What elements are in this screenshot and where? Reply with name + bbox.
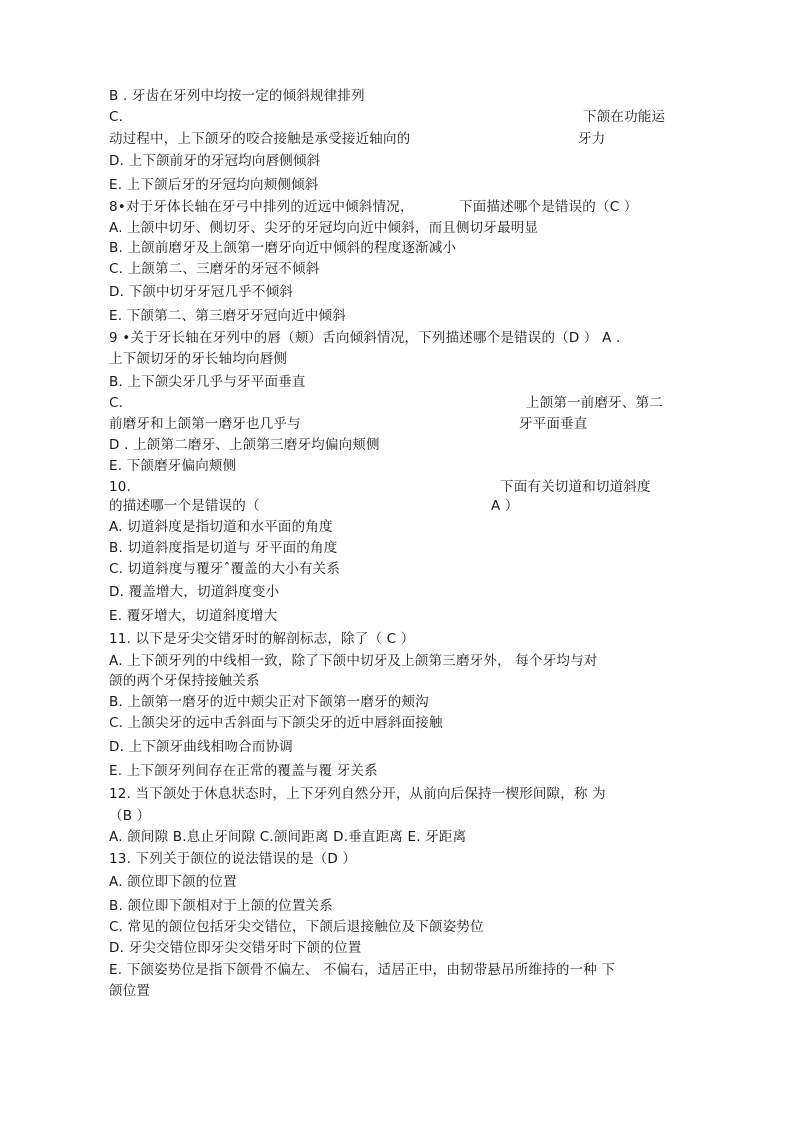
q11-option-e: E. 上下颌牙列间存在正常的覆盖与覆 牙关系 <box>109 763 378 779</box>
q13-option-b: B. 颌位即下颌相对于上颌的位置关系 <box>109 898 333 914</box>
q9-stem: 9 •关于牙长轴在牙列中的唇（颊）舌向倾斜情况，下列描述哪个是错误的（D ） A . <box>109 330 621 346</box>
q7-option-c-label: C. <box>109 109 124 125</box>
q7-option-c-line2: 动过程中，上下颌牙的咬合接触是承受接近轴向的 <box>109 131 411 147</box>
q9-option-d: D . 上颌第二磨牙、上颌第三磨牙均偏向颊侧 <box>109 437 380 453</box>
q10-stem-line2: 的描述哪一个是错误的（ <box>109 498 260 514</box>
q10-option-d: D. 覆盖增大，切道斜度变小 <box>109 584 280 600</box>
q11-option-d: D. 上下颌牙曲线相吻合而协调 <box>109 739 293 755</box>
q9-option-e: E. 下颌磨牙偏向颊侧 <box>109 458 237 474</box>
q9-option-c-text-right: 上颌第一前磨牙、第二 <box>526 395 663 411</box>
q10-option-e: E. 覆牙增大，切道斜度增大 <box>109 608 278 624</box>
q11-option-c: C. 上颌尖牙的远中舌斜面与下颌尖牙的近中唇斜面接触 <box>109 715 443 731</box>
q11-stem: 11. 以下是牙尖交错牙时的解剖标志，除了（ C ） <box>109 631 415 647</box>
q7-option-c-text-right: 下颌在功能运 <box>583 109 666 125</box>
q7-option-b: B . 牙齿在牙列中均按一定的倾斜规律排列 <box>109 88 365 104</box>
q9-option-a-text: 上下颌切牙的牙长轴均向唇侧 <box>109 351 288 367</box>
q11-option-a: A. 上下颌牙列的中线相一致，除了下颌中切牙及上颌第三磨牙外， 每个牙均与对 <box>109 653 598 669</box>
q11-option-b: B. 上颌第一磨牙的近中颊尖正对下颌第一磨牙的颊沟 <box>109 694 429 710</box>
q13-option-a: A. 颌位即下颌的位置 <box>109 874 237 890</box>
q8-stem: 8•对于牙体长轴在牙弓中排列的近远中倾斜情况， <box>109 199 414 215</box>
q11-option-a-line2: 颌的两个牙保持接触关系 <box>109 673 260 689</box>
q9-option-c-line2: 前磨牙和上颌第一磨牙也几乎与 <box>109 416 301 432</box>
q10-answer: A ） <box>491 498 519 514</box>
q7-option-e: E. 上下颌后牙的牙冠均向颊侧倾斜 <box>109 177 319 193</box>
q8-stem-right: 下面描述哪个是错误的（C ） <box>459 199 638 215</box>
q9-option-b: B. 上下颌尖牙几乎与牙平面垂直 <box>109 374 306 390</box>
q10-option-b: B. 切道斜度指是切道与 牙平面的角度 <box>109 540 338 556</box>
q8-option-a: A. 上颌中切牙、侧切牙、尖牙的牙冠均向近中倾斜，而且侧切牙最明显 <box>109 220 539 236</box>
q10-number: 10. <box>109 479 132 495</box>
q8-option-b: B. 上颌前磨牙及上颌第一磨牙向近中倾斜的程度逐渐减小 <box>109 240 457 256</box>
q13-stem: 13. 下列关于颌位的说法错误的是（D ） <box>109 851 357 867</box>
q12-answer: （B ） <box>109 808 151 824</box>
q7-option-c-line2-right: 牙力 <box>578 131 606 147</box>
q13-option-e: E. 下颌姿势位是指下颌骨不偏左、 不偏右，适居正中，由韧带悬吊所维持的一种 下 <box>109 962 616 978</box>
q9-option-c-line2-right: 牙平面垂直 <box>519 416 588 432</box>
q13-option-d: D. 牙尖交错位即牙尖交错牙时下颌的位置 <box>109 940 362 956</box>
q10-stem-right: 下面有关切道和切道斜度 <box>500 479 651 495</box>
q10-option-a: A. 切道斜度是指切道和水平面的角度 <box>109 519 333 535</box>
q8-option-e: E. 下颌第二、第三磨牙牙冠向近中倾斜 <box>109 308 346 324</box>
q8-option-c: C. 上颌第二、三磨牙的牙冠不倾斜 <box>109 261 320 277</box>
q9-option-c-label: C. <box>109 395 124 411</box>
q12-options: A. 颌间隙 B.息止牙间隙 C.颌间距离 D.垂直距离 E. 牙距离 <box>109 829 467 845</box>
q13-option-c: C. 常见的颌位包括牙尖交错位，下颌后退接触位及下颌姿势位 <box>109 919 484 935</box>
q8-option-d: D. 下颌中切牙牙冠几乎不倾斜 <box>109 284 293 300</box>
q12-stem: 12. 当下颌处于休息状态时，上下牙列自然分开，从前向后保持一楔形间隙，称 为 <box>109 786 606 802</box>
q10-option-c: C. 切道斜度与覆牙ˆ覆盖的大小有关系 <box>109 561 341 577</box>
q7-option-d: D. 上下颌前牙的牙冠均向唇侧倾斜 <box>109 153 321 169</box>
q13-option-e-line2: 颌位置 <box>109 983 151 999</box>
